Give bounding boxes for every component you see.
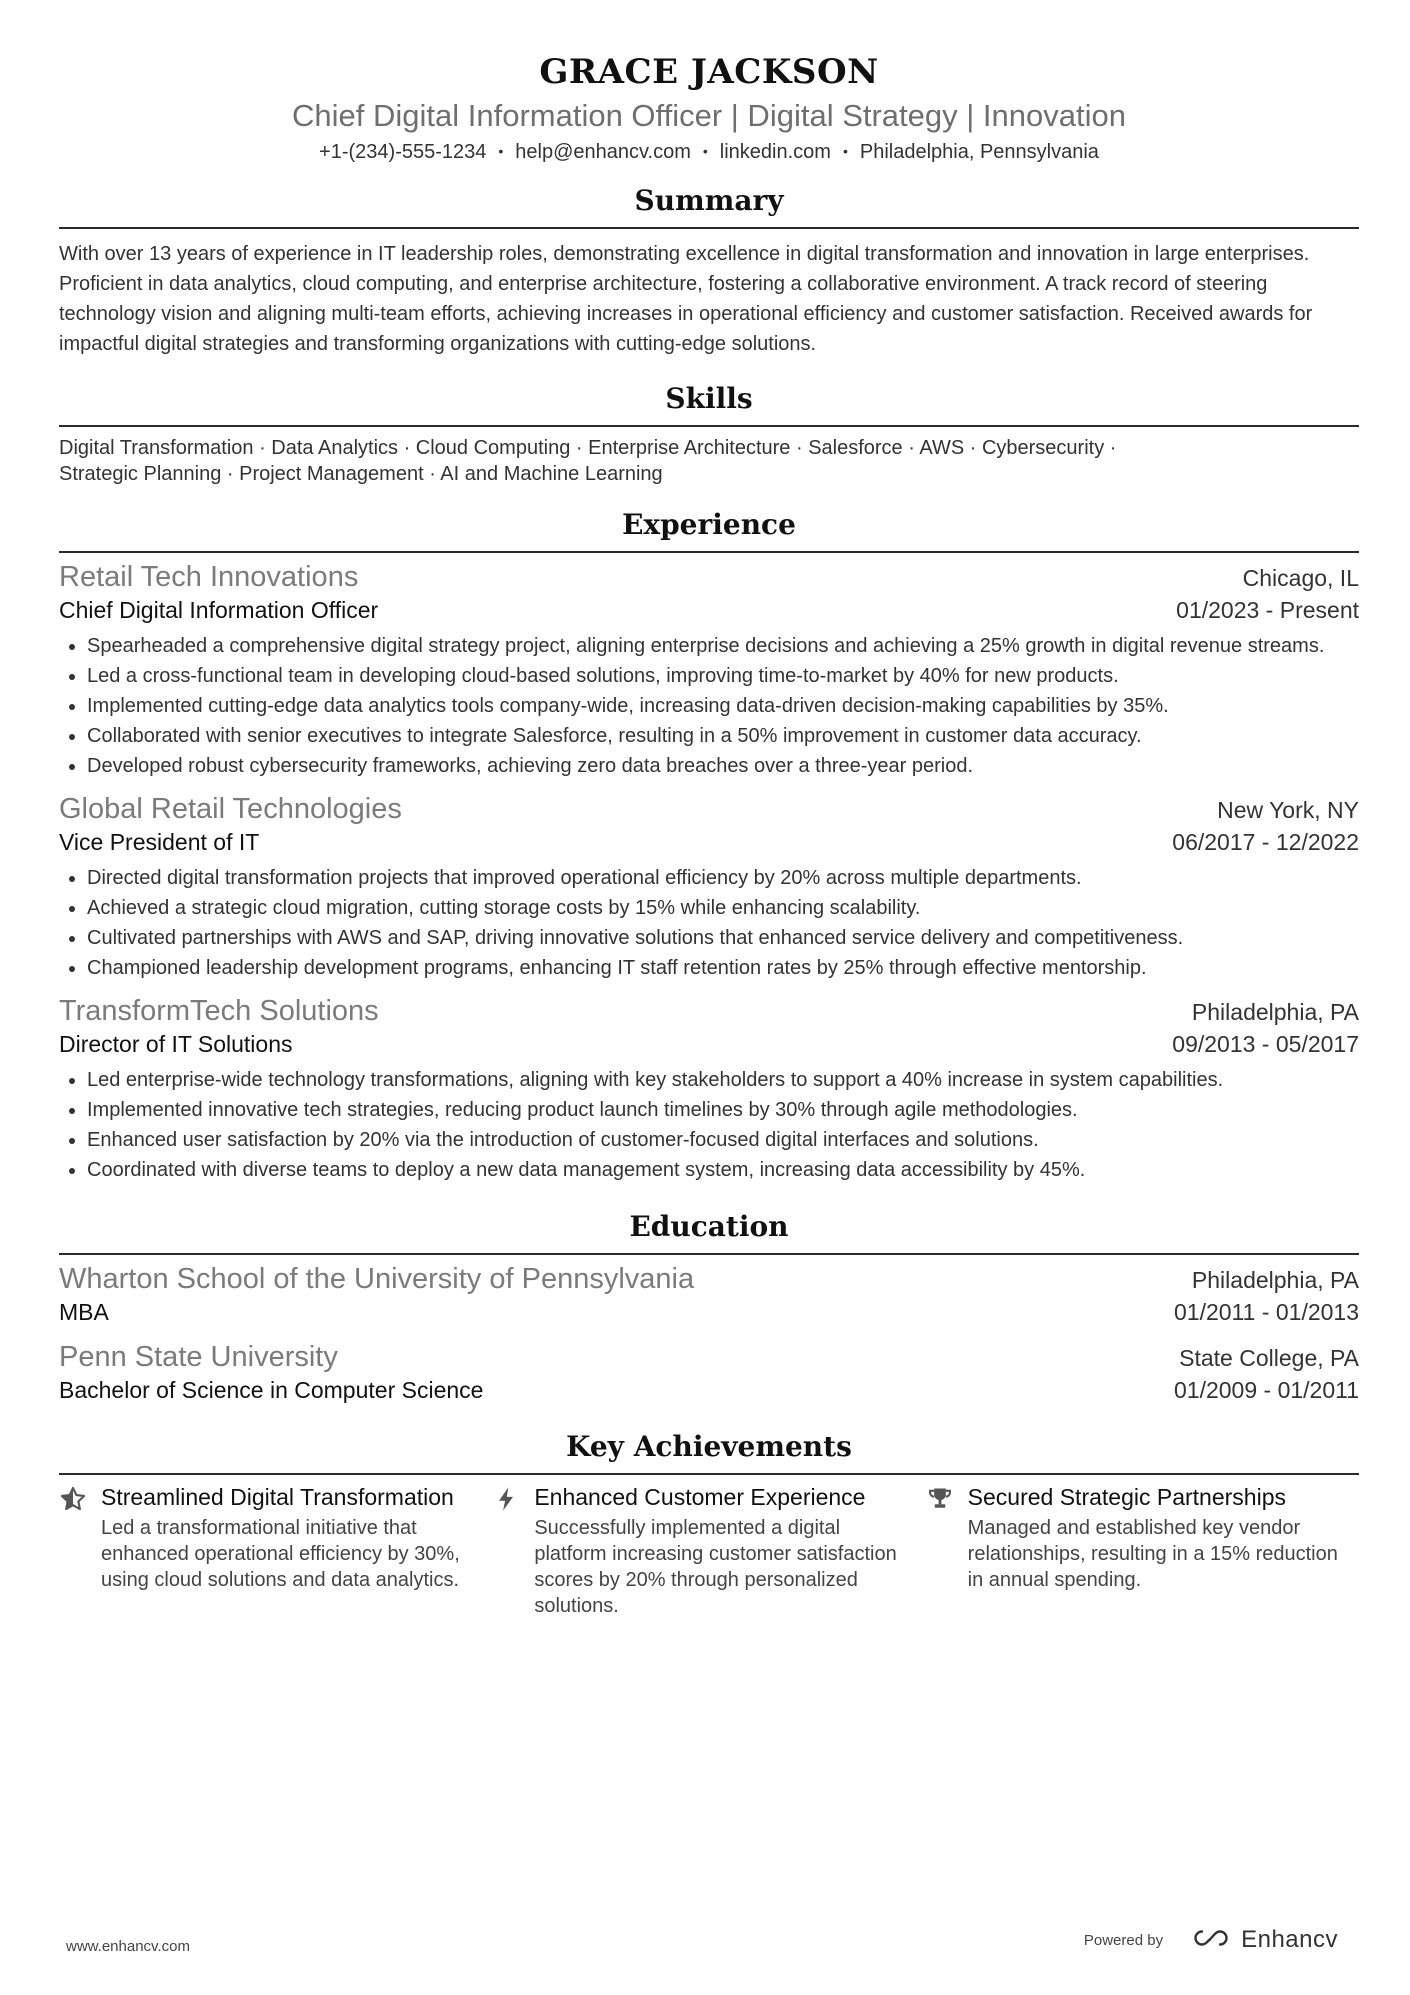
company-name: Retail Tech Innovations bbox=[59, 561, 359, 593]
achievement-description: Led a transformational initiative that enhanced operational efficiency by 30%, using cloud solutions and data analytics. bbox=[101, 1517, 460, 1591]
star-icon bbox=[59, 1483, 101, 1619]
job-title: Vice President of IT bbox=[59, 829, 260, 855]
skills-title: Skills bbox=[665, 382, 753, 415]
job-bullet: • Implemented cutting-edge data analytics tools company-wide, increasing data-driven decision-making capabilities by 35%. bbox=[87, 691, 1359, 721]
skills-line: Strategic Planning · Project Management · AI and Machine Learning bbox=[59, 463, 663, 485]
degree-name: Bachelor of Science in Computer Science bbox=[59, 1377, 484, 1403]
contact-separator: • bbox=[702, 143, 708, 159]
school-location: State College, PA bbox=[1179, 1345, 1359, 1371]
powered-by-label: Powered by bbox=[1083, 1931, 1164, 1949]
contact-separator: • bbox=[842, 143, 848, 159]
job-bullet: • Cultivated partnerships with AWS and SAP, driving innovative solutions that enhanced service delivery and competitiveness. bbox=[87, 923, 1359, 953]
trophy-icon bbox=[926, 1483, 968, 1619]
job-location: Chicago, IL bbox=[1242, 565, 1359, 591]
resume-page bbox=[59, 44, 1359, 1619]
job-dates: 09/2013 - 05/2017 bbox=[1172, 1031, 1359, 1057]
section-divider bbox=[59, 551, 1359, 553]
job-bullets bbox=[59, 863, 1359, 983]
achievement-item bbox=[926, 1483, 1359, 1619]
candidate-name: GRACE JACKSON bbox=[539, 52, 879, 92]
contact-line bbox=[59, 138, 1359, 165]
contact-separator: • bbox=[498, 143, 504, 159]
achievement-description: Successfully implemented a digital platform increasing customer satisfaction scores by 20% through personalized solutions. bbox=[534, 1517, 897, 1617]
section-divider bbox=[59, 425, 1359, 427]
school-name: Wharton School of the University of Pennsylvania bbox=[59, 1263, 695, 1295]
resume-header bbox=[59, 50, 1359, 165]
job-bullet: • Led a cross-functional team in developing cloud-based solutions, improving time-to-market by 40% for new products. bbox=[87, 661, 1359, 691]
job-bullet: • Spearheaded a comprehensive digital strategy project, aligning enterprise decisions and achieving a 25% growth in digital revenue streams. bbox=[87, 631, 1359, 661]
achievements-list bbox=[59, 1483, 1359, 1619]
school-location: Philadelphia, PA bbox=[1191, 1267, 1359, 1293]
job-title: Director of IT Solutions bbox=[59, 1031, 293, 1057]
experience-entry bbox=[59, 559, 1359, 781]
section-divider bbox=[59, 1473, 1359, 1475]
achievement-title: Streamlined Digital Transformation bbox=[101, 1484, 454, 1510]
achievement-title: Secured Strategic Partnerships bbox=[967, 1484, 1286, 1510]
job-bullet: • Achieved a strategic cloud migration, cutting storage costs by 15% while enhancing scalability. bbox=[87, 893, 1359, 923]
achievement-item bbox=[59, 1483, 492, 1619]
enhancv-logo-icon bbox=[1189, 1927, 1233, 1954]
phone-number: +1-(234)-555-1234 bbox=[319, 141, 487, 163]
achievements-section bbox=[59, 1429, 1359, 1619]
job-bullet: • Implemented innovative tech strategies, reducing product launch timelines by 30% through agile methodologies. bbox=[87, 1095, 1359, 1125]
job-bullet: • Collaborated with senior executives to integrate Salesforce, resulting in a 50% improvement in customer data accuracy. bbox=[87, 721, 1359, 751]
job-dates: 01/2023 - Present bbox=[1176, 597, 1359, 623]
job-bullet: • Enhanced user satisfaction by 20% via the introduction of customer-focused digital interfaces and solutions. bbox=[87, 1125, 1359, 1155]
experience-title: Experience bbox=[622, 508, 796, 541]
job-bullets bbox=[59, 631, 1359, 781]
enhancv-brand[interactable]: Enhancv bbox=[1241, 1926, 1338, 1953]
education-entry bbox=[59, 1261, 1359, 1327]
achievement-item bbox=[492, 1483, 925, 1619]
job-location: New York, NY bbox=[1217, 797, 1359, 823]
summary-title: Summary bbox=[634, 184, 784, 217]
job-bullet: • Led enterprise-wide technology transformations, aligning with key stakeholders to support a 40% increase in system capabilities. bbox=[87, 1065, 1359, 1095]
company-name: TransformTech Solutions bbox=[59, 995, 379, 1027]
achievement-title: Enhanced Customer Experience bbox=[534, 1484, 866, 1510]
job-dates: 06/2017 - 12/2022 bbox=[1172, 829, 1359, 855]
education-title: Education bbox=[629, 1210, 789, 1243]
experience-entry bbox=[59, 791, 1359, 983]
job-bullets bbox=[59, 1065, 1359, 1185]
education-section bbox=[59, 1209, 1359, 1405]
degree-name: MBA bbox=[59, 1299, 109, 1325]
section-divider bbox=[59, 227, 1359, 229]
skills-section bbox=[59, 381, 1359, 487]
job-location: Philadelphia, PA bbox=[1191, 999, 1359, 1025]
footer-branding bbox=[1084, 1926, 1338, 1954]
skills-line: Digital Transformation · Data Analytics · Cloud Computing · Enterprise Architecture · Salesforce · AWS · Cybersecurity · bbox=[59, 437, 1117, 459]
job-bullet: • Championed leadership development programs, enhancing IT staff retention rates by 25% through effective mentorship. bbox=[87, 953, 1359, 983]
email-address[interactable]: help@enhancv.com bbox=[515, 141, 691, 163]
skills-list bbox=[59, 435, 1359, 487]
school-name: Penn State University bbox=[59, 1341, 338, 1373]
candidate-headline: Chief Digital Information Officer | Digital Strategy | Innovation bbox=[292, 98, 1126, 133]
experience-entry bbox=[59, 993, 1359, 1185]
education-entry bbox=[59, 1339, 1359, 1405]
contact-location: Philadelphia, Pennsylvania bbox=[859, 141, 1099, 163]
footer-website[interactable]: www.enhancv.com bbox=[66, 1938, 190, 1955]
job-bullet: • Coordinated with diverse teams to deploy a new data management system, increasing data accessibility by 45%. bbox=[87, 1155, 1359, 1185]
education-dates: 01/2011 - 01/2013 bbox=[1173, 1299, 1359, 1325]
experience-section bbox=[59, 507, 1359, 1185]
achievement-description: Managed and established key vendor relationships, resulting in a 15% reduction in annual spending. bbox=[967, 1517, 1338, 1591]
education-dates: 01/2009 - 01/2011 bbox=[1173, 1377, 1359, 1403]
summary-section bbox=[59, 183, 1359, 359]
job-bullet: • Directed digital transformation projects that improved operational efficiency by 20% across multiple departments. bbox=[87, 863, 1359, 893]
job-bullet: • Developed robust cybersecurity frameworks, achieving zero data breaches over a three-year period. bbox=[87, 751, 1359, 781]
summary-text: With over 13 years of experience in IT leadership roles, demonstrating excellence in digital transformation and innovation in large enterprises. Proficient in data analytics, cloud computing, and enterprise architecture, fostering a collaborative environment. A track record of steering technology vision and aligning multi-team efforts, achieving increases in operational efficiency and customer satisfaction. Received awards for impactful digital strategies and transforming organizations with cutting-edge solutions. bbox=[59, 243, 1313, 355]
lightning-icon bbox=[492, 1483, 534, 1619]
company-name: Global Retail Technologies bbox=[59, 793, 402, 825]
linkedin-link[interactable]: linkedin.com bbox=[719, 141, 831, 163]
section-divider bbox=[59, 1253, 1359, 1255]
job-title: Chief Digital Information Officer bbox=[59, 597, 379, 623]
achievements-title: Key Achievements bbox=[566, 1430, 852, 1463]
